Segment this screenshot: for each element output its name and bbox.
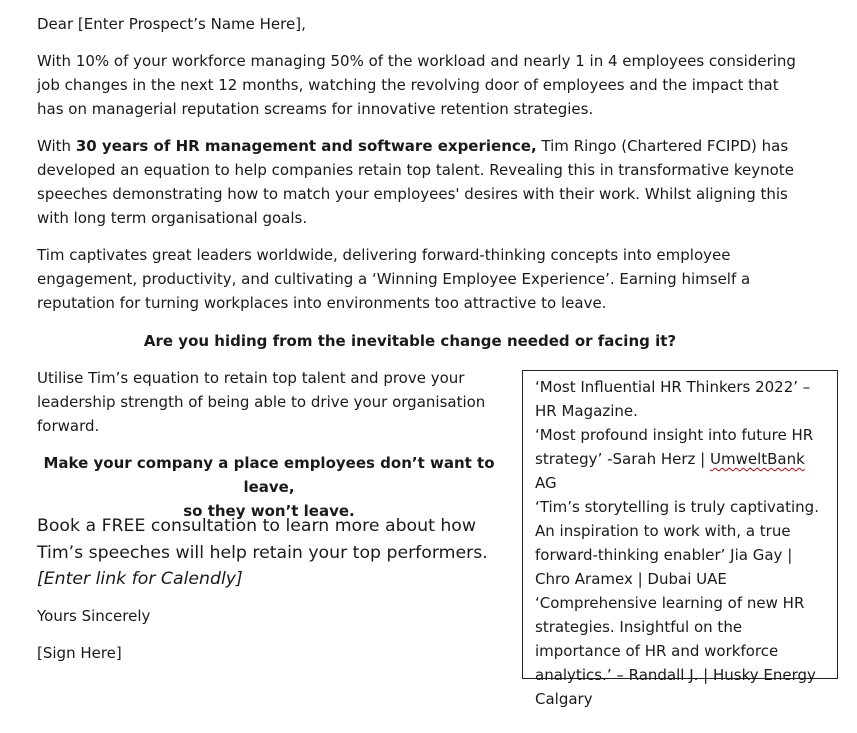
testimonial-sarah-herz xyxy=(535,423,831,495)
testimonial-randall-j: ‘Comprehensive learning of new HR strategies. Insightful on the importance of HR and workforce analytics.’ – Randall J. | Husky Energy Calgary xyxy=(535,594,816,708)
umweltbank-company: UmweltBank xyxy=(710,450,805,468)
calendly-link-placeholder: [Enter link for Calendly] xyxy=(37,569,243,589)
salutation: Dear [Enter Prospect’s Name Here], xyxy=(37,15,306,33)
testimonial-jia-gay: ‘Tim’s storytelling is truly captivating. An inspiration to work with, a true forward-thinking enabler’ Jia Gay | Chro Aramex | Dubai UAE xyxy=(535,498,819,588)
paragraph-equation: Utilise Tim’s equation to retain top talent and prove your leadership strength of being able to drive your organisation forward. xyxy=(37,369,486,435)
testimonials-box xyxy=(522,370,838,708)
paragraph-experience-rest: Tim Ringo (Chartered FCIPD) has developed an equation to help companies retain top talent. Revealing this in transformative keynote speeches demonstrating how to match your employees' desires with their work. Whilst aligning this with long term organisational goals. xyxy=(37,137,794,227)
signoff: Yours Sincerely xyxy=(37,607,151,625)
booking-text: Book a FREE consultation to learn more about how Tim’s speeches will help retain your top performers. xyxy=(37,516,488,563)
paragraph-captivates: Tim captivates great leaders worldwide, delivering forward-thinking concepts into employee engagement, productivity, and cultivating a ‘Winning Employee Experience’. Earning himself a reputation for turning workplaces into environments too attractive to leave. xyxy=(37,246,751,312)
paragraph-experience xyxy=(37,134,797,230)
booking-paragraph xyxy=(37,513,507,593)
paragraph-workforce-stats: With 10% of your workforce managing 50% of the workload and nearly 1 in 4 employees considering job changes in the next 12 months, watching the revolving door of employees and the impact that has on managerial reputation screams for innovative retention strategies. xyxy=(37,52,796,118)
testimonial-sarah-herz-suffix: AG xyxy=(535,474,557,492)
experience-highlight: 30 years of HR management and software experience, xyxy=(75,137,537,155)
headline-question: Are you hiding from the inevitable change needed or facing it? xyxy=(143,332,677,350)
cta-line-2: so they won’t leave. xyxy=(183,502,355,520)
signature-placeholder: [Sign Here] xyxy=(37,644,122,662)
testimonial-hr-magazine: ‘Most Influential HR Thinkers 2022’ – HR Magazine. xyxy=(535,378,811,420)
testimonial-sarah-herz-quote: ‘Most profound insight into future HR strategy’ -Sarah Herz | xyxy=(535,426,814,468)
paragraph-experience-lead: With xyxy=(37,137,76,155)
cta-line-1: Make your company a place employees don’t want to leave, xyxy=(43,454,495,496)
